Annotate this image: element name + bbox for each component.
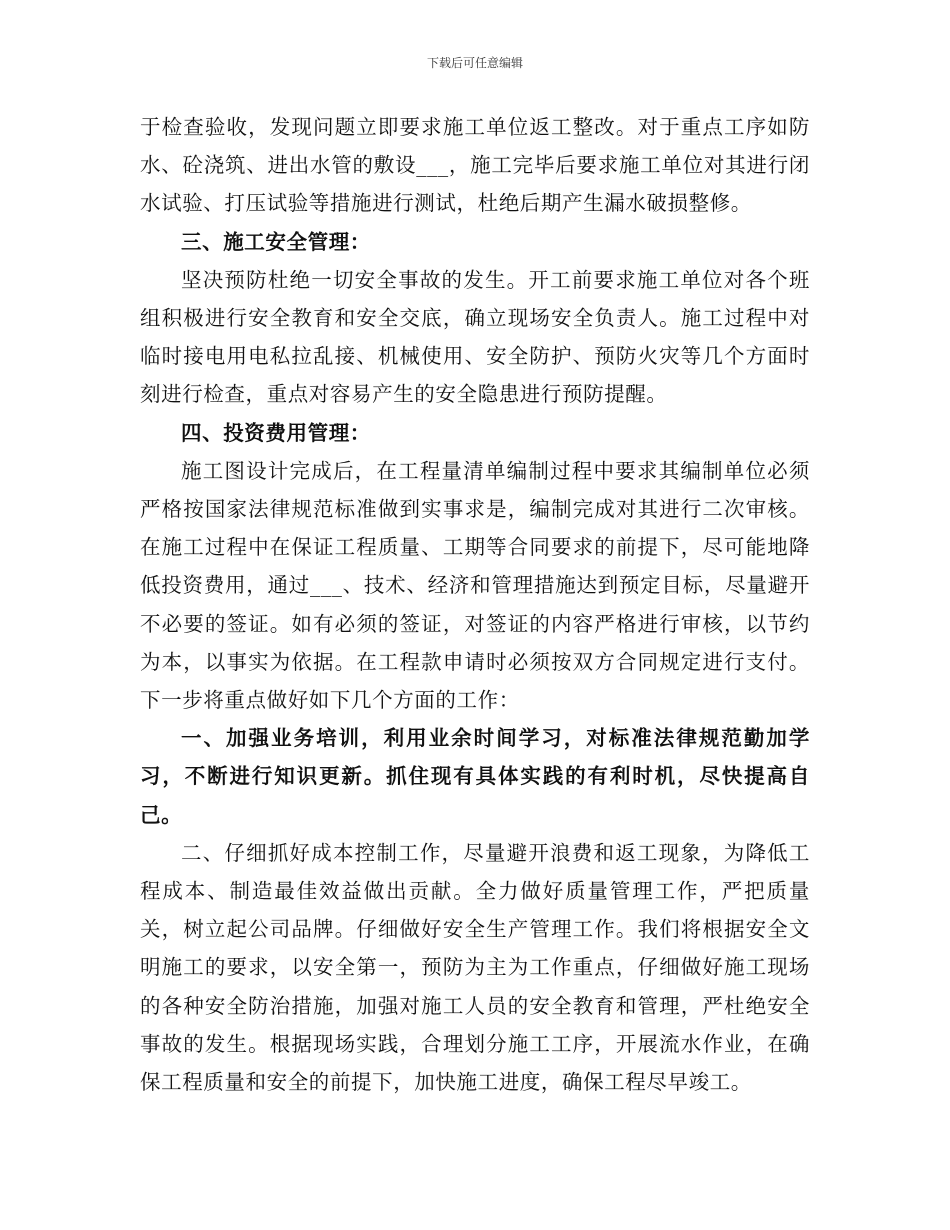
page-header: 下载后可任意编辑 [426, 56, 523, 70]
paragraph-cost: 施工图设计完成后，在工程量清单编制过程中要求其编制单位必须严格按国家法律规范标准做到实事求是，编制完成对其进行二次审核。在施工过程中在保证工程质量、工期等合同要求的前提下，尽可能地降低投资费用，通过___、技术、经济和管理措施达到预定目标，尽量避开不必要的签证。如有必须的签证，对签证的内容严格进行审核，以节约为本，以事实为依据。在工程款申请时必须按双方合同规定进行支付。下一步将重点做好如下几个方面的工作： [140, 458, 810, 713]
paragraph-cost-control: 二、仔细抓好成本控制工作，尽量避开浪费和返工现象，为降低工程成本、制造最佳效益做出贡献。全力做好质量管理工作，严把质量关，树立起公司品牌。仔细做好安全生产管理工作。我们将根据安全文明施工的要求，以安全第一，预防为主为工作重点，仔细做好施工现场的各种安全防治措施，加强对施工人员的安全教育和管理，严杜绝安全事故的发生。根据现场实践，合理划分施工工序，开展流水作业，在确保工程质量和安全的前提下，加快施工进度，确保工程尽早竣工。 [140, 840, 810, 1095]
paragraph-safety: 坚决预防杜绝一切安全事故的发生。开工前要求施工单位对各个班组积极进行安全教育和安全交底，确立现场安全负责人。施工过程中对临时接电用电私拉乱接、机械使用、安全防护、预防火灾等几个方面时刻进行检查，重点对容易产生的安全隐患进行预防提醒。 [140, 267, 810, 407]
section-heading-cost: 四、投资费用管理： [181, 420, 371, 445]
paragraph-training: 一、加强业务培训，利用业余时间学习，对标准法律规范勤加学习，不断进行知识更新。抓住现有具体实践的有利时机，尽快提高自己。 [140, 726, 810, 827]
section-heading-safety: 三、施工安全管理： [181, 229, 371, 254]
paragraph-inspection: 于检查验收，发现问题立即要求施工单位返工整改。对于重点工序如防水、砼浇筑、进出水管的敷设___，施工完毕后要求施工单位对其进行闭水试验、打压试验等措施进行测试，杜绝后期产生漏水破损整修。 [140, 115, 810, 216]
document-body [140, 108, 810, 1101]
